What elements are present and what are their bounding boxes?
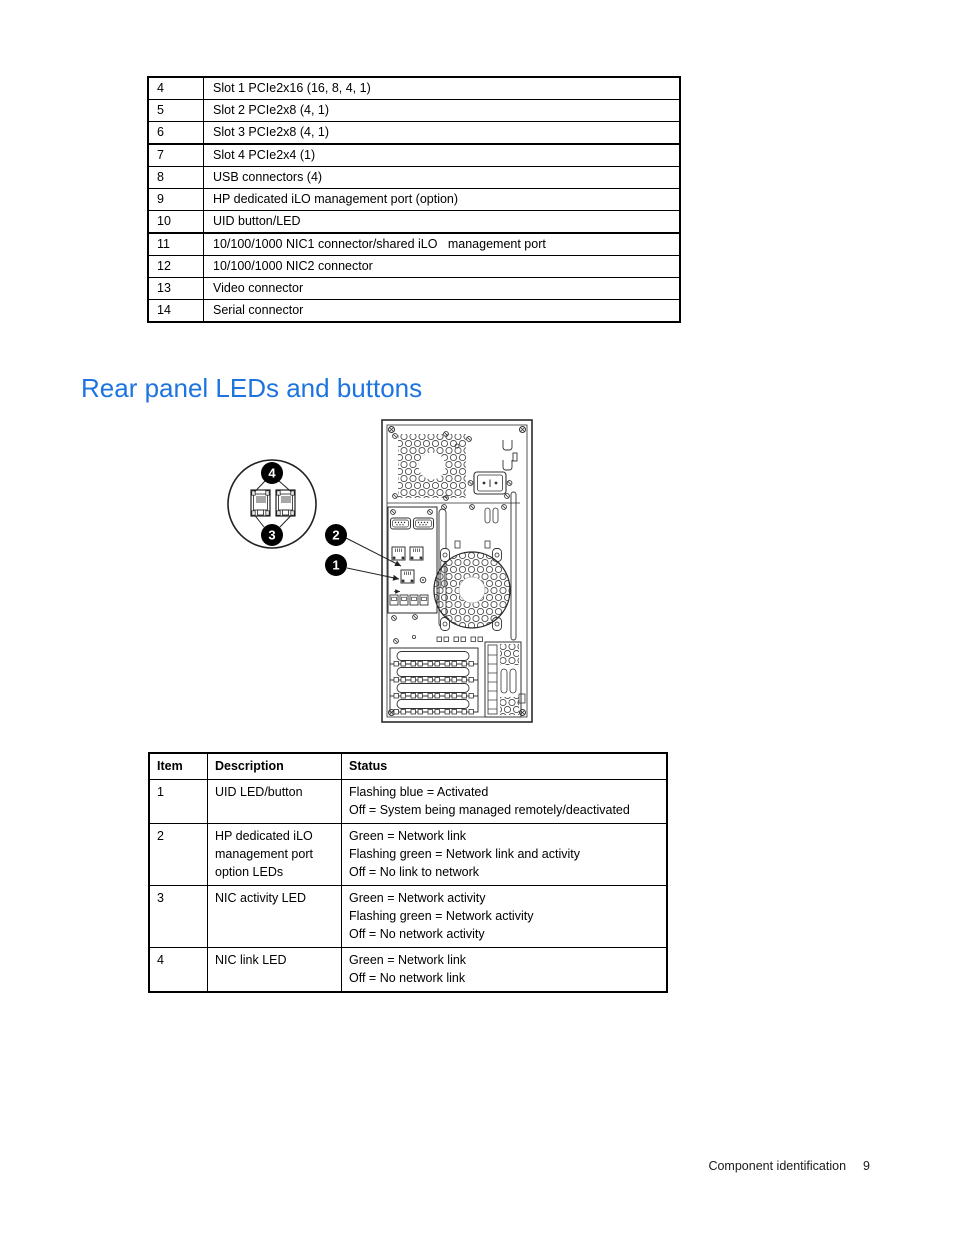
description-cell: HP dedicated iLO management port option LEDs: [208, 824, 342, 886]
leds-status-table: [148, 752, 668, 993]
description-cell: Slot 3 PCIe2x8 (4, 1): [204, 122, 681, 145]
table-row: [148, 278, 680, 300]
item-cell: 2: [149, 824, 208, 886]
corner-screw-icon: [520, 710, 526, 716]
header-description: Description: [208, 753, 342, 780]
table-row: [148, 211, 680, 234]
status-cell: [342, 886, 668, 948]
uid-led: [422, 579, 424, 581]
description-cell: UID LED/button: [208, 780, 342, 824]
description-cell: 10/100/1000 NIC1 connector/shared iLO management port: [204, 233, 681, 256]
table-row: [148, 189, 680, 211]
page-number: 9: [863, 1159, 870, 1173]
callout-badge-2: [325, 524, 347, 546]
description-cell: HP dedicated iLO management port (option): [204, 189, 681, 211]
description-cell: Serial connector: [204, 300, 681, 323]
table-row: [148, 100, 680, 122]
status-line: Green = Network activity: [349, 891, 486, 905]
status-line: Off = No network link: [349, 971, 466, 985]
description-cell: NIC activity LED: [208, 886, 342, 948]
svg-text:2: 2: [332, 527, 340, 543]
table-row: [148, 256, 680, 278]
item-cell: 1: [149, 780, 208, 824]
item-cell: 10: [148, 211, 204, 234]
table-row: [148, 122, 680, 145]
header-item: Item: [149, 753, 208, 780]
item-cell: 11: [148, 233, 204, 256]
header-status: Status: [342, 753, 668, 780]
svg-text:1: 1: [332, 557, 340, 573]
nic-jack-front: [251, 490, 270, 516]
callout-badge-1: [325, 554, 347, 576]
status-line: Flashing green = Network link and activity: [349, 847, 581, 861]
psu-vent: [398, 434, 466, 498]
status-line: Green = Network link: [349, 829, 467, 843]
table-row: [148, 300, 680, 323]
table-row: [148, 233, 680, 256]
description-cell: NIC link LED: [208, 948, 342, 993]
item-cell: 6: [148, 122, 204, 145]
page-footer: [590, 1159, 870, 1173]
item-cell: 3: [149, 886, 208, 948]
description-cell: UID button/LED: [204, 211, 681, 234]
corner-screw-icon: [520, 427, 526, 433]
status-cell: [342, 824, 668, 886]
table-header-row: [149, 753, 667, 780]
callout-badge-3: [261, 524, 283, 546]
table-row: [149, 824, 667, 886]
status-line: Off = No network activity: [349, 927, 485, 941]
fan-grille: [434, 541, 510, 631]
item-cell: 12: [148, 256, 204, 278]
description-cell: Slot 1 PCIe2x16 (16, 8, 4, 1): [204, 77, 681, 100]
item-cell: 14: [148, 300, 204, 323]
corner-screw-icon: [389, 427, 395, 433]
status-line: Off = No link to network: [349, 865, 480, 879]
table-row: [149, 948, 667, 993]
item-cell: 13: [148, 278, 204, 300]
callout-badge-4: [261, 462, 283, 484]
footer-section: Component identification: [708, 1159, 847, 1173]
page-title: Rear panel LEDs and buttons: [81, 373, 423, 404]
rear-components-table: [147, 76, 681, 323]
description-cell: 10/100/1000 NIC2 connector: [204, 256, 681, 278]
io-panel: [388, 507, 437, 613]
nic-led-magnifier: [228, 460, 316, 548]
item-cell: 4: [149, 948, 208, 993]
status-line: Flashing green = Network activity: [349, 909, 534, 923]
nic-jack-front: [276, 490, 295, 516]
table-row: [149, 886, 667, 948]
item-cell: 8: [148, 167, 204, 189]
description-cell: USB connectors (4): [204, 167, 681, 189]
table-row: [148, 77, 680, 100]
description-cell: Slot 4 PCIe2x4 (1): [204, 144, 681, 167]
table-row: [149, 780, 667, 824]
table-row: [148, 144, 680, 167]
status-line: Green = Network link: [349, 953, 467, 967]
svg-text:3: 3: [268, 527, 276, 543]
item-cell: 4: [148, 77, 204, 100]
status-line: Off = System being managed remotely/deactivated: [349, 803, 630, 817]
description-cell: Video connector: [204, 278, 681, 300]
item-cell: 9: [148, 189, 204, 211]
item-cell: 5: [148, 100, 204, 122]
table-row: [148, 167, 680, 189]
status-cell: [342, 948, 668, 993]
status-cell: [342, 780, 668, 824]
item-cell: 7: [148, 144, 204, 167]
status-line: Flashing blue = Activated: [349, 785, 489, 799]
description-cell: Slot 2 PCIe2x8 (4, 1): [204, 100, 681, 122]
rear-panel-diagram: [224, 412, 546, 737]
svg-text:4: 4: [268, 465, 276, 481]
